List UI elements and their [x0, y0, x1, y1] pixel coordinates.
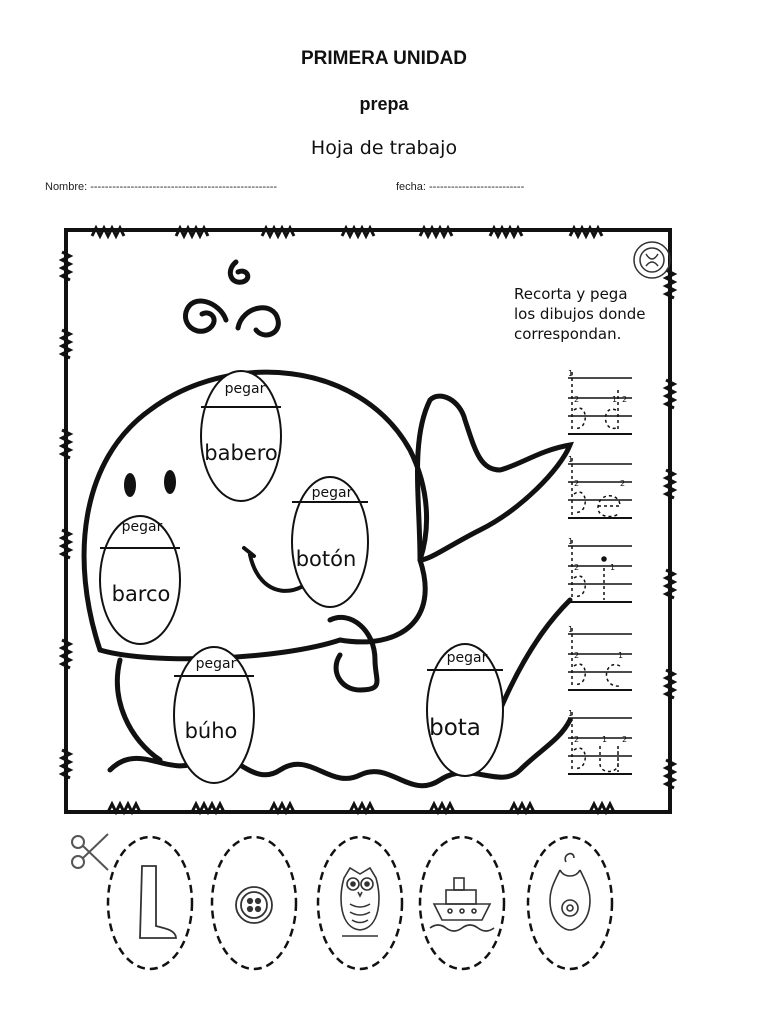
- cutout-circles: [108, 837, 612, 969]
- paste-label: pegar: [121, 519, 163, 535]
- paste-label: pegar: [224, 381, 266, 397]
- instruction-line: correspondan.: [514, 325, 622, 343]
- word-label: babero: [204, 441, 278, 465]
- stroke-number: 1: [568, 537, 574, 546]
- cutout-circle-bib[interactable]: [528, 837, 612, 969]
- boot-icon: [140, 866, 176, 938]
- page-title: PRIMERA UNIDAD: [300, 48, 468, 69]
- bib-icon: [550, 854, 590, 930]
- paste-label: pegar: [311, 485, 353, 501]
- stroke-number: 2: [574, 563, 580, 572]
- stroke-number: 2: [622, 735, 628, 744]
- scissors-icon: [72, 834, 108, 870]
- boat-icon: [430, 878, 494, 931]
- cutout-circle-boot[interactable]: [108, 837, 192, 969]
- stroke-number: 1: [610, 563, 616, 572]
- stroke-number: 2: [622, 395, 628, 404]
- stroke-number: 1: [568, 709, 574, 718]
- stroke-number: 1: [568, 625, 574, 634]
- stroke-number: 1: [568, 455, 574, 464]
- word-label: barco: [111, 582, 171, 606]
- instructions: [514, 285, 646, 343]
- cutout-circle-boat[interactable]: [420, 837, 504, 969]
- stroke-number: 1: [612, 395, 618, 404]
- button-icon: [236, 887, 272, 923]
- stroke-number: 1: [568, 369, 574, 378]
- stroke-number: 2: [620, 479, 626, 488]
- whale-eyes: [124, 470, 176, 497]
- stroke-number: 2: [574, 651, 580, 660]
- date-field[interactable]: fecha: --------------------------: [396, 181, 525, 193]
- name-field[interactable]: Nombre: ---------------------------------------------------: [45, 181, 278, 193]
- paste-label: pegar: [195, 656, 237, 672]
- instruction-line: Recorta y pega: [514, 285, 628, 303]
- stroke-number: 2: [574, 735, 580, 744]
- owl-icon: [341, 868, 379, 936]
- tracing-row: [568, 458, 632, 518]
- word-label: botón: [295, 547, 357, 571]
- word-label: bota: [429, 715, 481, 741]
- stroke-number: 1: [618, 651, 624, 660]
- stroke-number: 1: [602, 735, 608, 744]
- tracing-numbers: [568, 369, 627, 744]
- paste-label: pegar: [446, 650, 488, 666]
- word-label: búho: [184, 719, 238, 743]
- tracing-rows: [568, 372, 632, 774]
- stroke-number: 2: [574, 479, 580, 488]
- worksheet-label: Hoja de trabajo: [310, 137, 458, 159]
- page-subtitle: prepa: [359, 94, 409, 114]
- instruction-line: los dibujos donde: [514, 305, 646, 323]
- stroke-number: 2: [574, 395, 580, 404]
- cutout-circle-owl[interactable]: [318, 837, 402, 969]
- cutout-circle-button[interactable]: [212, 837, 296, 969]
- stamp-logo: [634, 242, 670, 278]
